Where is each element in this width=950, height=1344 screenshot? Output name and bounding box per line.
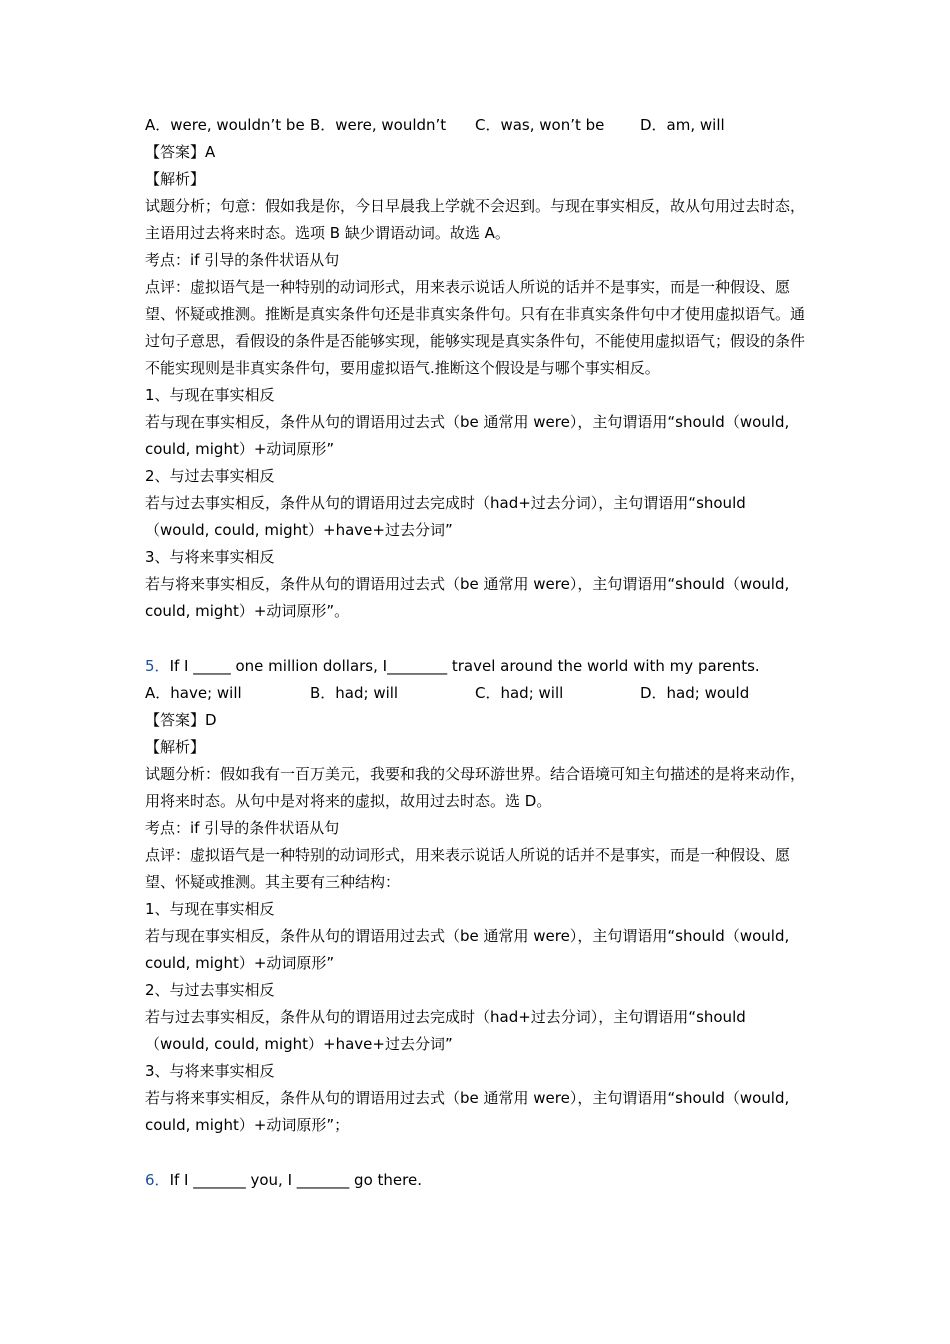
q5-number: 5 bbox=[145, 657, 155, 675]
q4-point1-body: 若与现在事实相反，条件从句的谓语用过去式（be 通常用 were），主句谓语用“should（would, could, might）+动词原形” bbox=[145, 413, 790, 458]
q5-point2-body: 若与过去事实相反，条件从句的谓语用过去完成时（had+过去分词），主句谓语用“should （would, could, might）+have+过去分词” bbox=[145, 1008, 746, 1053]
q5-option-d: D．had; would bbox=[640, 684, 750, 702]
document-page bbox=[145, 112, 810, 1194]
q5-point1-body: 若与现在事实相反，条件从句的谓语用过去式（be 通常用 were），主句谓语用“should（would, could, might）+动词原形” bbox=[145, 927, 790, 972]
q5-option-a: A．have; will bbox=[145, 684, 242, 702]
q4-option-b: B．were, wouldn’t bbox=[310, 116, 447, 134]
q5-option-b: B．had; will bbox=[310, 684, 399, 702]
q5-answer: 【答案】D bbox=[145, 711, 217, 729]
q4-option-c: C．was, won’t be bbox=[475, 116, 605, 134]
q5-option-c: C．had; will bbox=[475, 684, 564, 702]
q4-answer: 【答案】A bbox=[145, 143, 216, 161]
q4-dianping: 点评：虚拟语气是一种特别的动词形式，用来表示说话人所说的话并不是事实，而是一种假设、愿望、怀疑或推测。推断是真实条件句还是非真实条件句。只有在非真实条件句中才使用虚拟语气。通过句子意思，看假设的条件是否能够实现，能够实现是真实条件句，不能使用虚拟语气；假设的条件不能实现则是非真实条件句，要用虚拟语气.推断这个假设是与哪个事实相反。 bbox=[145, 278, 806, 377]
q4-point2-body: 若与过去事实相反，条件从句的谓语用过去完成时（had+过去分词），主句谓语用“should （would, could, might）+have+过去分词” bbox=[145, 494, 746, 539]
q5-point1-heading: 1、与现在事实相反 bbox=[145, 900, 275, 918]
q4-analysis-heading: 【解析】 bbox=[145, 170, 206, 188]
q5-point2-heading: 2、与过去事实相反 bbox=[145, 981, 275, 999]
q4-point2-heading: 2、与过去事实相反 bbox=[145, 467, 275, 485]
spacer bbox=[145, 625, 810, 653]
q4-options bbox=[145, 112, 810, 139]
q5-kaodian: 考点：if 引导的条件状语从句 bbox=[145, 819, 340, 837]
q4-point3-body: 若与将来事实相反，条件从句的谓语用过去式（be 通常用 were），主句谓语用“should（would, could, might）+动词原形”。 bbox=[145, 575, 790, 620]
q4-point3-heading: 3、与将来事实相反 bbox=[145, 548, 275, 566]
q4-point1-heading: 1、与现在事实相反 bbox=[145, 386, 275, 404]
q6-number: 6 bbox=[145, 1171, 155, 1189]
q5-options bbox=[145, 680, 810, 707]
q5-point3-heading: 3、与将来事实相反 bbox=[145, 1062, 275, 1080]
q6-question: 6．If I _______ you, I _______ go there. bbox=[145, 1171, 422, 1189]
q5-point3-body: 若与将来事实相反，条件从句的谓语用过去式（be 通常用 were），主句谓语用“should（would, could, might）+动词原形”； bbox=[145, 1089, 790, 1134]
q5-dianping: 点评：虚拟语气是一种特别的动词形式，用来表示说话人所说的话并不是事实，而是一种假设、愿望、怀疑或推测。其主要有三种结构： bbox=[145, 846, 791, 891]
spacer bbox=[145, 1139, 810, 1167]
q6-text: If I _______ you, I _______ go there. bbox=[169, 1171, 422, 1189]
q5-analysis: 试题分析：假如我有一百万美元，我要和我的父母环游世界。结合语境可知主句描述的是将来动作，用将来时态。从句中是对将来的虚拟，故用过去时态。选 D。 bbox=[145, 765, 806, 810]
q5-text: If I _____ one million dollars, I________ travel around the world with my parents. bbox=[169, 657, 760, 675]
q5-question: 5．If I _____ one million dollars, I________ travel around the world with my parents. bbox=[145, 657, 760, 675]
q5-analysis-heading: 【解析】 bbox=[145, 738, 206, 756]
q4-option-d: D．am, will bbox=[640, 116, 725, 134]
q4-analysis: 试题分析；句意：假如我是你，今日早晨我上学就不会迟到。与现在事实相反，故从句用过去时态，主语用过去将来时态。选项 B 缺少谓语动词。故选 A。 bbox=[145, 197, 806, 242]
q4-kaodian: 考点：if 引导的条件状语从句 bbox=[145, 251, 340, 269]
q4-option-a: A．were, wouldn’t be bbox=[145, 116, 305, 134]
